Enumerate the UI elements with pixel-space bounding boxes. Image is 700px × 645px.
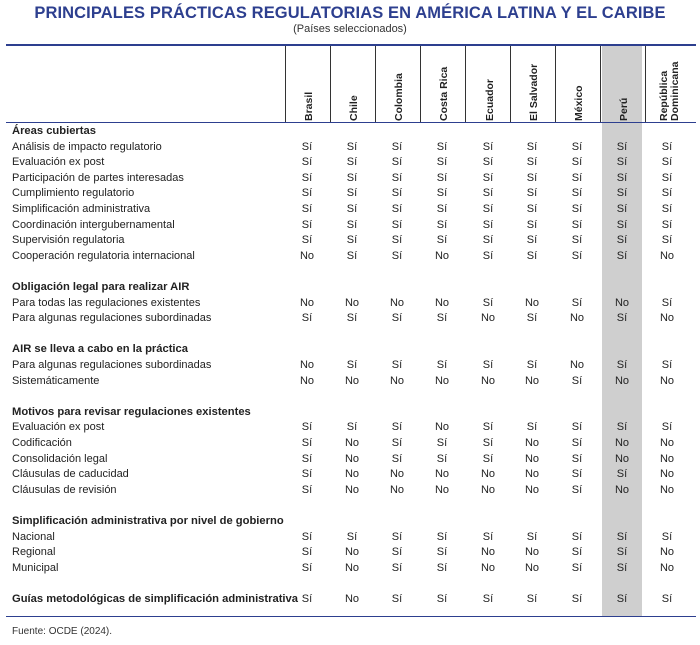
table-cell: Sí: [436, 452, 448, 465]
section-heading: [0, 124, 700, 140]
table-cell: No: [434, 296, 450, 309]
table-row: [0, 374, 700, 390]
table-cell: Sí: [436, 156, 448, 169]
table-cell: Sí: [346, 187, 358, 200]
table-cell: Sí: [616, 171, 628, 184]
table-cell: Sí: [436, 234, 448, 247]
table-cell: Sí: [391, 530, 403, 543]
column-separator: [330, 46, 331, 122]
table-cell: Sí: [571, 468, 583, 481]
table-cell: Sí: [436, 530, 448, 543]
table-row: [0, 530, 700, 546]
table-cell: Sí: [661, 234, 673, 247]
column-header-label: Ecuador: [484, 78, 496, 121]
row-label: Para todas las regulaciones existentes: [12, 296, 201, 309]
table-cell: No: [524, 374, 540, 387]
table-cell: No: [299, 296, 315, 309]
table-cell: Sí: [436, 218, 448, 231]
table-cell: Sí: [482, 593, 494, 605]
table-cell: Sí: [526, 312, 538, 325]
table-cell: Sí: [482, 187, 494, 200]
table-cell: Sí: [526, 203, 538, 215]
table-cell: Sí: [301, 452, 313, 465]
table-cell: Sí: [346, 234, 358, 247]
table-cell: Sí: [616, 468, 628, 481]
table-cell: No: [659, 561, 675, 574]
table-cell: Sí: [346, 530, 358, 543]
table-cell: Sí: [571, 530, 583, 543]
column-separator: [375, 46, 376, 122]
table-cell: Sí: [571, 187, 583, 200]
table-cell: Sí: [391, 156, 403, 169]
table-cell: No: [524, 561, 540, 574]
table-cell: Sí: [346, 171, 358, 184]
table-cell: No: [659, 452, 675, 465]
table-cell: Sí: [616, 156, 628, 169]
table-cell: Sí: [661, 187, 673, 200]
table-cell: Sí: [571, 421, 583, 434]
table-cell: Sí: [661, 530, 673, 543]
table-cell: Sí: [526, 249, 538, 262]
table-cell: No: [480, 312, 496, 325]
table-cell: Sí: [436, 203, 448, 215]
row-label: Nacional: [12, 530, 55, 543]
column-header-label: Colombia: [393, 73, 405, 121]
row-label: Municipal: [12, 561, 59, 574]
table-cell: No: [389, 296, 405, 309]
table-cell: Sí: [482, 156, 494, 169]
column-separator: [285, 46, 286, 122]
table-cell: Sí: [482, 437, 494, 449]
column-separator: [420, 46, 421, 122]
table-cell: Sí: [526, 156, 538, 169]
table-cell: Sí: [526, 234, 538, 247]
table-cell: Sí: [301, 421, 313, 434]
source-note: Fuente: OCDE (2024).: [12, 626, 113, 637]
table-cell: Sí: [526, 359, 538, 371]
table-row: [0, 155, 700, 171]
table-cell: No: [299, 359, 315, 371]
column-header-label: República: [658, 70, 670, 121]
table-cell: No: [614, 374, 630, 387]
page-title: PRINCIPALES PRÁCTICAS REGULATORIAS EN AMÉRICA LATINA Y EL CARIBE: [34, 4, 666, 22]
table-cell: No: [434, 483, 450, 496]
column-separator: [510, 46, 511, 122]
table-row: [0, 452, 700, 468]
row-label: Para algunas regulaciones subordinadas: [12, 359, 212, 371]
table-cell: Sí: [571, 140, 583, 153]
table-cell: No: [434, 249, 450, 262]
table-row: [0, 436, 700, 452]
table-row: [0, 171, 700, 187]
table-cell: Sí: [571, 593, 583, 605]
table-cell: Sí: [301, 312, 313, 325]
row-label: Cooperación regulatoria internacional: [12, 249, 195, 262]
table-row: [0, 311, 700, 327]
table-row: [0, 467, 700, 483]
page-subtitle: (Países seleccionados): [293, 23, 407, 35]
table-cell: Sí: [301, 187, 313, 200]
table-cell: No: [659, 468, 675, 481]
table-cell: Sí: [571, 156, 583, 169]
table-cell: Sí: [436, 312, 448, 325]
table-cell: Sí: [482, 234, 494, 247]
table-cell: No: [569, 312, 585, 325]
row-label: Codificación: [12, 437, 72, 449]
table-cell: Sí: [391, 249, 403, 262]
bottom-rule: [6, 616, 696, 617]
table-cell: Sí: [661, 218, 673, 231]
table-cell: Sí: [346, 312, 358, 325]
table-cell: Sí: [346, 203, 358, 215]
table-cell: Sí: [391, 593, 403, 605]
table-cell: Sí: [526, 218, 538, 231]
header-rule: [6, 122, 696, 123]
table-cell: Sí: [616, 359, 628, 371]
row-label: Para algunas regulaciones subordinadas: [12, 312, 212, 325]
row-label: Regional: [12, 546, 56, 559]
table-cell: No: [344, 296, 360, 309]
row-label: Cumplimiento regulatorio: [12, 187, 135, 200]
table-cell: Sí: [436, 561, 448, 574]
table-cell: Sí: [482, 421, 494, 434]
table-cell: Sí: [346, 249, 358, 262]
column-separator: [600, 46, 601, 122]
table-cell: No: [569, 359, 585, 371]
table-cell: Sí: [301, 468, 313, 481]
table-cell: Sí: [301, 171, 313, 184]
table-cell: Sí: [391, 171, 403, 184]
table-cell: Sí: [616, 530, 628, 543]
table-cell: No: [524, 468, 540, 481]
row-label: Supervisión regulatoria: [12, 234, 125, 247]
table-cell: No: [524, 483, 540, 496]
section-title: AIR se lleva a cabo en la práctica: [12, 343, 188, 356]
table-cell: Sí: [571, 203, 583, 215]
table-cell: Sí: [301, 234, 313, 247]
table-cell: No: [434, 468, 450, 481]
table-cell: Sí: [346, 218, 358, 231]
row-label: Cláusulas de revisión: [12, 483, 117, 496]
table-cell: Sí: [571, 249, 583, 262]
table-cell: Sí: [571, 218, 583, 231]
row-label: Cláusulas de caducidad: [12, 468, 129, 481]
table-row: [0, 561, 700, 577]
table-cell: Sí: [526, 187, 538, 200]
column-separator: [555, 46, 556, 122]
table-cell: No: [344, 546, 360, 559]
table-cell: Sí: [616, 249, 628, 262]
table-cell: Sí: [436, 359, 448, 371]
table-cell: Sí: [391, 312, 403, 325]
table-cell: No: [434, 374, 450, 387]
table-cell: No: [659, 546, 675, 559]
table-cell: Sí: [301, 561, 313, 574]
table-cell: Sí: [616, 421, 628, 434]
table-cell: Sí: [661, 593, 673, 605]
table-cell: Sí: [571, 234, 583, 247]
table-cell: No: [524, 452, 540, 465]
row-label: Guías metodológicas de simplificación administrativa: [12, 593, 298, 605]
table-cell: Sí: [661, 203, 673, 215]
table-cell: Sí: [571, 374, 583, 387]
table-cell: Sí: [391, 546, 403, 559]
table-cell: Sí: [482, 140, 494, 153]
table-cell: Sí: [526, 140, 538, 153]
table-cell: Sí: [346, 359, 358, 371]
table-cell: No: [389, 468, 405, 481]
table-cell: No: [659, 312, 675, 325]
section-heading: [0, 405, 700, 421]
table-cell: Sí: [616, 234, 628, 247]
table-cell: Sí: [616, 312, 628, 325]
table-cell: No: [299, 249, 315, 262]
table-cell: Sí: [301, 546, 313, 559]
table-cell: No: [614, 437, 630, 449]
table-cell: Sí: [571, 546, 583, 559]
table-cell: No: [614, 296, 630, 309]
section-title: Motivos para revisar regulaciones existentes: [12, 405, 251, 418]
table-cell: No: [480, 561, 496, 574]
column-separator: [465, 46, 466, 122]
table-cell: Sí: [526, 171, 538, 184]
section-title: Áreas cubiertas: [12, 125, 96, 137]
top-rule: [6, 44, 696, 46]
table-cell: Sí: [391, 561, 403, 574]
table-cell: Sí: [616, 561, 628, 574]
table-cell: Sí: [391, 359, 403, 371]
table-cell: Sí: [482, 203, 494, 215]
table-cell: No: [344, 468, 360, 481]
table-cell: No: [344, 483, 360, 496]
row-label: Evaluación ex post: [12, 156, 105, 169]
table-cell: Sí: [482, 249, 494, 262]
table-row: [0, 218, 700, 234]
table-cell: Sí: [482, 218, 494, 231]
section-title: Simplificación administrativa por nivel de gobierno: [12, 515, 284, 527]
table-cell: No: [344, 437, 360, 449]
table-cell: Sí: [482, 296, 494, 309]
table-cell: No: [659, 249, 675, 262]
table-cell: Sí: [301, 437, 313, 449]
section-title: Obligación legal para realizar AIR: [12, 281, 190, 293]
table-cell: Sí: [391, 234, 403, 247]
table-cell: Sí: [346, 140, 358, 153]
table-cell: Sí: [482, 171, 494, 184]
column-header-label: Chile: [348, 95, 360, 121]
table-cell: Sí: [571, 171, 583, 184]
row-label: Simplificación administrativa: [12, 203, 151, 215]
table-cell: No: [344, 374, 360, 387]
table-cell: No: [299, 374, 315, 387]
table-row: [0, 202, 700, 218]
table-cell: Sí: [661, 421, 673, 434]
row-label: Consolidación legal: [12, 452, 108, 465]
table-cell: Sí: [571, 483, 583, 496]
table-cell: Sí: [391, 203, 403, 215]
column-header-label: Brasil: [303, 91, 315, 121]
table-cell: No: [389, 483, 405, 496]
table-row: [0, 358, 700, 374]
table-cell: Sí: [571, 437, 583, 449]
column-header-label: Costa Rica: [438, 66, 450, 121]
table-cell: Sí: [661, 296, 673, 309]
table-cell: Sí: [616, 203, 628, 215]
row-label: Análisis de impacto regulatorio: [12, 140, 162, 153]
table-cell: No: [344, 593, 360, 605]
table-cell: Sí: [301, 156, 313, 169]
table-cell: No: [659, 483, 675, 496]
row-label: Participación de partes interesadas: [12, 171, 184, 184]
table-cell: Sí: [436, 593, 448, 605]
table-cell: Sí: [526, 530, 538, 543]
table-row: [0, 545, 700, 561]
table-row: [0, 592, 700, 608]
table-cell: Sí: [616, 593, 628, 605]
table-cell: Sí: [482, 452, 494, 465]
table-row: [0, 420, 700, 436]
section-heading: [0, 514, 700, 530]
table-cell: No: [524, 296, 540, 309]
table-cell: Sí: [391, 218, 403, 231]
table-row: [0, 233, 700, 249]
table-cell: No: [524, 546, 540, 559]
column-header-label: México: [573, 85, 585, 121]
table-row: [0, 483, 700, 499]
section-heading: [0, 280, 700, 296]
table-cell: Sí: [571, 561, 583, 574]
table-cell: Sí: [391, 452, 403, 465]
table-cell: No: [659, 437, 675, 449]
table-cell: Sí: [661, 171, 673, 184]
table-cell: Sí: [661, 140, 673, 153]
table-cell: Sí: [391, 421, 403, 434]
table-cell: Sí: [526, 593, 538, 605]
table-cell: No: [480, 374, 496, 387]
table-cell: Sí: [436, 187, 448, 200]
column-header-label: El Salvador: [528, 63, 540, 121]
table-cell: Sí: [616, 218, 628, 231]
table-cell: Sí: [301, 530, 313, 543]
table-cell: Sí: [616, 546, 628, 559]
column-separator: [645, 46, 646, 122]
row-label: Evaluación ex post: [12, 421, 105, 434]
table-cell: Sí: [436, 140, 448, 153]
table-cell: Sí: [571, 452, 583, 465]
table-cell: No: [434, 421, 450, 434]
table-row: [0, 140, 700, 156]
table-cell: No: [344, 452, 360, 465]
table-cell: Sí: [346, 156, 358, 169]
table-cell: Sí: [482, 530, 494, 543]
table-row: [0, 249, 700, 265]
table-cell: Sí: [301, 218, 313, 231]
row-label: Sistemáticamente: [12, 374, 100, 387]
table-cell: Sí: [571, 296, 583, 309]
table-cell: No: [614, 483, 630, 496]
table-cell: Sí: [301, 483, 313, 496]
table-cell: Sí: [391, 437, 403, 449]
table-cell: Sí: [391, 140, 403, 153]
table-cell: Sí: [616, 187, 628, 200]
table-cell: Sí: [301, 593, 313, 605]
table-cell: No: [344, 561, 360, 574]
table-cell: No: [524, 437, 540, 449]
table-row: [0, 296, 700, 312]
table-cell: Sí: [436, 546, 448, 559]
table-cell: No: [389, 374, 405, 387]
table-cell: Sí: [301, 140, 313, 153]
row-label: Coordinación intergubernamental: [12, 218, 175, 231]
table-cell: Sí: [661, 156, 673, 169]
section-heading: [0, 342, 700, 358]
table-cell: No: [480, 546, 496, 559]
column-header-label: Perú: [618, 97, 630, 121]
table-cell: No: [614, 452, 630, 465]
table-cell: No: [480, 483, 496, 496]
table-cell: Sí: [526, 421, 538, 434]
table-cell: Sí: [391, 187, 403, 200]
table-row: [0, 186, 700, 202]
column-header-label: Dominicana: [669, 61, 681, 121]
table-cell: No: [659, 374, 675, 387]
table-cell: Sí: [436, 437, 448, 449]
table-cell: Sí: [616, 140, 628, 153]
table-cell: Sí: [301, 203, 313, 215]
table-cell: No: [480, 468, 496, 481]
table-cell: Sí: [346, 421, 358, 434]
table-cell: Sí: [661, 359, 673, 371]
table-cell: Sí: [482, 359, 494, 371]
table-cell: Sí: [436, 171, 448, 184]
